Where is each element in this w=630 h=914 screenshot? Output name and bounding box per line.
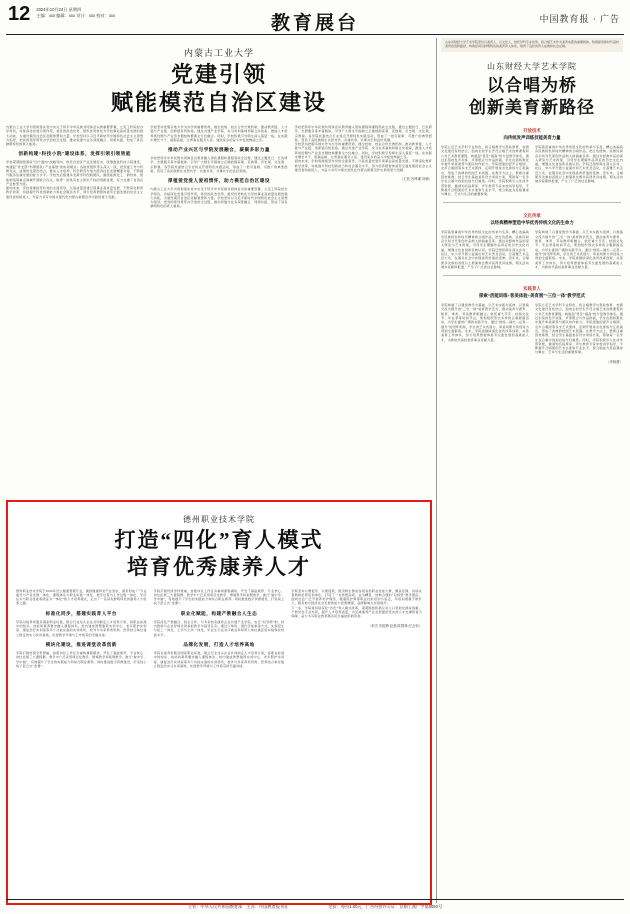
paragraph: 学院打破传统学科壁垒，按照岗位工作任务重构课程模块，开发了基础素养、专业核心、岗位拓展三大课程群。教学中广泛采用项目化教学、情境教学和案例教学，推行“做中学、学中做”，有效提升了学生的实践能力和综合职业素养。同时推进数字资源建设，打造线上线下混合式“金课”。 <box>16 650 147 668</box>
paragraph: 学院立足艺术学科专业特色，将合唱教学与思政教育、校园文化建设有机结合，面向全校学生开设合唱艺术选修课程和公共艺术教育课程，构建起“普及+提高”的分层教学体系。通过系统的发声训练、声部配合与作品排演，学生在潜移默化中提升审美素养与团队协作能力。学院组建的混声合唱团、女声合唱团等多支艺术团体，定期开展常态化排练与汇报演出，形成了浓厚的校园艺术氛围。在教学方法上，教师注重因材施教，结合学生基础差异设计训练方案，帮助每一名学生在合唱中找到自信与归属感。同时，学院积极引入优质外部资源，邀请知名指挥家、声乐教育专家来校讲学指导，不断提升合唱团的艺术水准和专业水平，使合唱成为连接课堂与舞台、艺术与生活的重要桥梁。 <box>441 144 529 197</box>
article-highlight-title-1: 打造“四化”育人模式 <box>114 528 324 552</box>
right-section-1 <box>441 128 623 197</box>
section-heading: 厚植爱党爱人爱祖情怀，助力模范自治区建设 <box>168 178 270 184</box>
section-heading: 模块化建设，推进课堂改革创新 <box>45 641 117 647</box>
section-heading: 以经典精神塑造中华优秀传统文化的生命力 <box>490 220 574 226</box>
article-main-kicker: 内蒙古工业大学 <box>183 48 254 58</box>
article-main-col-1 <box>6 125 143 209</box>
article-main-byline: （王波 苏博谦 刘楠） <box>399 177 432 182</box>
page-number: 12 <box>8 3 31 25</box>
paragraph: 学院构建了以课堂教学为基础、以艺术实践为延伸、以展演交流为提升的“三位一体”美育教学范式，推动美育与德育、智育、体育、劳动教育相融合。依托重大节庆、校园文化节、毕业季等时间节点，策划组织形式多样的合唱展演活动，为学生提供广阔的实践平台。通过“排练—演出—反思—提升”的闭环机制，学生的艺术表现力、审美判断力和创造力得到全面锻炼。未来，学院将继续深化美育改革创新，完善美育工作体系，努力培养德智体美劳全面发展的高素质人才，为新时代高校美育事业贡献力量。 <box>535 230 623 269</box>
article-highlight-col-1 <box>16 589 147 669</box>
article-highlight-byline: （李杰 朱振辉 赵磊 陈慧林 纪念荣） <box>367 623 423 628</box>
right-section-3 <box>441 286 623 364</box>
right-top-note: 山东省财经大学艺术学院坚持以美育人、以文化人，依托学科专业优势，将合唱艺术作为美育实践的重要载体，积极探索新时代高校美育的创新路径，构建起具有鲜明特色的美育育人体系，取得了良好的育人成效和社会反响。 <box>441 38 623 52</box>
article-main-columns <box>6 125 432 209</box>
section-divider <box>443 202 621 203</box>
paragraph: 学院对接养老服务国家职业标准，联合行业龙头企业共同制定人才培养方案，将职业标准中的知识、技能和素养要求融入课程体系。校内建成智慧康养实训中心、老年照护实训室、康复治疗实训室等多个功能完备的实训场所，校外与多家养老机构、医养结合单位建立稳定的实习实训基地，实现教学环境与工作场景的无缝对接。 <box>153 650 285 668</box>
editor-line: 主编：xxx 编辑：xxx 设计：xxx 校对：xxx <box>36 13 116 18</box>
paragraph: 学院坚持以赛促学、以赛促教，组织师生参加各级各类职业技能大赛，屡获佳绩。持续完善教师培养培训体系，打造了一支师德高尚、业务精湛、结构合理的“双师型”教学团队。面向社会广泛开展养老护理员、健康照护师等职业技能培训与鉴定，年培训规模不断扩大，服务地方经济社会发展的能力显著增强，品牌影响力持续提升。 <box>291 588 423 606</box>
section-heading: 探索“活能训练+客美体验+美育展”“三位一体”教学范式 <box>479 293 585 299</box>
section-heading: 向传统发声训练技能美育力量 <box>503 134 561 140</box>
section-label: 开放技术 <box>523 127 541 133</box>
right-section-2 <box>441 213 623 269</box>
section-title: 教育展台 <box>270 13 359 34</box>
article-highlight-title-2: 培育优秀康养人才 <box>127 554 311 579</box>
paragraph: 学院高度重视中华优秀传统文化的传承与弘扬，精心选编具有民族特色和时代精神的合唱作品，把红色经典、民族民间音乐和当代原创作品纳入排演曲目库。通过对经典作品的深入研读与艺术再现，引导学生理解作品背后的历史文化内涵，增强文化自信和民族认同。学院还组织师生深入乡村、社区、中小学开展公益演出和艺术普及活动，让高雅艺术走近大众，在服务社会中实现美育价值的延伸。近年来，合唱团多次参加省级以上展演和比赛并获得优异成绩，相关活动被多家媒体报道，产生了广泛的社会影响。 <box>441 230 529 269</box>
article-main-title-2: 赋能模范自治区建设 <box>110 89 327 115</box>
footer-left: 主管：中华人民共和国教育部 主办：中国教育报刊社 <box>187 904 289 909</box>
paragraph: 学院打破传统学科壁垒，按照岗位工作任务重构课程模块，开发了基础素养、专业核心、岗位拓展三大课程群。教学中广泛采用项目化教学、情境教学和案例教学，推行“做中学、学中做”，有效提升了学生的实践能力和综合职业素养。同时推进数字资源建设，打造线上线下混合式“金课”。 <box>153 588 285 606</box>
paragraph: 面向未来，学校将继续坚持党的全面领导，以高质量党建引领事业高质量发展，不断深化教育教学改革，持续提升科技创新能力和社会服务水平，努力培养德智体美劳全面发展的社会主义建设者和接班人，为奋力书写中国式现代化内蒙古新篇章作出新的更大贡献。 <box>294 159 432 172</box>
date-line: 2024年10月24日 星期四 <box>36 7 82 12</box>
paragraph: 学校坚持把服务地方作为办学的重要使命，健全校地、校企合作长效机制，推动教育链、人才链与产业链、创新链有机衔接。通过共建产业学院、实习实训基地和联合实验室，推进人才培养供给侧与产业需求侧结构要素全方位融合。同时，学校积极引导师生深入基层一线，在实践中增长才干、砥砺品格，让青春在服务人民、建设家乡的奋斗中绽放绚丽之花。 <box>150 124 288 142</box>
right-article-title-1: 以合唱为桥 <box>487 76 577 96</box>
article-highlight-columns <box>16 589 422 669</box>
section-heading: 创新构建“科技小院”建设体系，发挥引领引领效能 <box>18 151 131 157</box>
section-heading: 标准化同步，搭建实践育人平台 <box>45 610 117 616</box>
paragraph: 学院深化产教融合、校企合作，与多家知名康养企业共建产业学院，实行“双导师”制，校内教师与企业导师共同承担教学与指导任务。通过订单班、现代学徒制等方式，实现招生与招工一体化、上学与上岗一体化，毕业生专业对口就业率和用人单位满意度持续保持较高水平。 <box>153 619 285 637</box>
section-label: 实践育人 <box>523 286 541 292</box>
right-section-3-columns <box>441 303 623 364</box>
right-article-title-2: 创新美育新路径 <box>469 97 595 117</box>
article-main-title-1: 党建引领 <box>170 62 267 87</box>
paragraph: 学院立足艺术学科专业特色，将合唱教学与思政教育、校园文化建设有机结合，面向全校学生开设合唱艺术选修课程和公共艺术教育课程，构建起“普及+提高”的分层教学体系。通过系统的发声训练、声部配合与作品排演，学生在潜移默化中提升审美素养与团队协作能力。学院组建的混声合唱团、女声合唱团等多支艺术团体，定期开展常态化排练与汇报演出，形成了浓厚的校园艺术氛围。在教学方法上，教师注重因材施教，结合学生基础差异设计训练方案，帮助每一名学生在合唱中找到自信与归属感。同时，学院积极引入优质外部资源，邀请知名指挥家、声乐教育专家来校讲学指导，不断提升合唱团的艺术水准和专业水平，使合唱成为连接课堂与舞台、艺术与生活的重要桥梁。 <box>535 303 623 355</box>
paragraph: 学校坚持把服务地方作为办学的重要使命，健全校地、校企合作长效机制，推动教育链、人才链与产业链、创新链有机衔接。通过共建产业学院、实习实训基地和联合实验室，推进人才培养供给侧与产业需求侧结构要素全方位融合。同时，学校积极引导师生深入基层一线，在实践中增长才干、砥砺品格，让青春在服务人民、建设家乡的奋斗中绽放绚丽之花。 <box>294 142 432 159</box>
paragraph: 学校把铸牢中华民族共同体意识教育融入思政课程和课程思政全过程，通过主题党日、红色研学、志愿服务等丰富载体，引导广大师生牢固树立正确的国家观、民族观、历史观、文化观、宗教观。各学院党委结合专业特点开展特色实践活动，形成了一批可复制、可推广的典型经验，营造了各民族师生共居共学、共建共享、共事共乐的良好氛围。 <box>294 124 432 142</box>
article-main-col-2 <box>150 125 287 209</box>
paragraph: 德州职业技术学院于2006年设立健康管理专业，围绕健康养老产业需求，探索形成了“专业建设与产业发展一体化、课程体系与职业标准一体化、教学过程与工作过程一体化、学历证书与职业技能等级证书一体化”的人才培养模式，走出了一条具有鲜明特色的康养人才培养之路。 <box>16 588 147 606</box>
section-heading: 推动产业兴区与学院发展融合，凝聚多彩力量 <box>168 147 270 153</box>
paragraph: 学院构建了以课堂教学为基础、以艺术实践为延伸、以展演交流为提升的“三位一体”美育教学范式，推动美育与德育、智育、体育、劳动教育相融合。依托重大节庆、校园文化节、毕业季等时间节点，策划组织形式多样的合唱展演活动，为学生提供广阔的实践平台。通过“排练—演出—反思—提升”的闭环机制，学生的艺术表现力、审美判断力和创造力得到全面锻炼。未来，学院将继续深化美育改革创新，完善美育工作体系，努力培养德智体美劳全面发展的高素质人才，为新时代高校美育事业贡献力量。 <box>441 303 529 342</box>
article-highlight <box>6 500 432 905</box>
section-heading: 品牌化发展，打造人才培养高地 <box>183 641 255 647</box>
paragraph: 下一步，学院将持续深化“四化”育人模式改革，紧紧围绕积极应对人口老龄化国家战略，不断优化专业布局，提升人才培养质量，为区域康养产业发展提供坚实的人才支撑和智力保障，奋力书写职业教育服务民生福祉的新答卷。 <box>291 605 423 619</box>
section-divider <box>443 275 621 276</box>
section-heading: 职业化赋能，构建产教融合人生态 <box>180 610 258 616</box>
right-article-kicker: 山东财经大学艺术学院 <box>487 62 577 72</box>
paragraph: 学校紧紧围绕国家“四个面向”战略导向，依托自治区产业发展需求，统筹推进科技小院建设，构建起“党支部+科研团队+产业基地”的协同模式。各级党组织带头深入一线，把党建工作与科研攻关、成果转化紧密结合，推动人才培养、科学研究与地方经济社会发展精准对接，不断提升服务区域发展的能力水平。学校先后组建多支跨学科创新团队，围绕能源化工、新材料、智能制造等重点领域开展联合攻关，取得一批具有自主知识产权的创新成果，有力支撑了自治区产业转型升级。 <box>6 160 144 186</box>
paragraph: 面向未来，学校将继续坚持党的全面领导，以高质量党建引领事业高质量发展，不断深化教育教学改革，持续提升科技创新能力和社会服务水平，努力培养德智体美劳全面发展的社会主义建设者和接班人，为奋力书写中国式现代化内蒙古新篇章作出新的更大贡献。 <box>6 186 144 199</box>
right-article-byline: （李晓蕾） <box>606 359 623 364</box>
page-footer <box>6 899 624 914</box>
paragraph: 学院高度重视中华优秀传统文化的传承与弘扬，精心选编具有民族特色和时代精神的合唱作品，把红色经典、民族民间音乐和当代原创作品纳入排演曲目库。通过对经典作品的深入研读与艺术再现，引导学生理解作品背后的历史文化内涵，增强文化自信和民族认同。学院还组织师生深入乡村、社区、中小学开展公益演出和艺术普及活动，让高雅艺术走近大众，在服务社会中实现美育价值的延伸。近年来，合唱团多次参加省级以上展演和比赛并获得优异成绩，相关活动被多家媒体报道，产生了广泛的社会影响。 <box>535 144 623 184</box>
paper-brand: 中国教育报 · 广告 <box>539 14 620 24</box>
article-highlight-col-3 <box>291 589 422 669</box>
right-column <box>441 38 623 903</box>
section-label: 文化传承 <box>523 213 541 219</box>
column-divider <box>436 38 437 903</box>
paragraph: 内蒙古工业大学为贯彻落实党中央关于铸牢中华民族共同体意识的重要部署，立足工科院校办学特色，持续深化党建引领作用，将党的政治优势、组织优势转化为学校事业高质量发展的强大动能，为建设模范自治区贡献智慧和力量。学校坚持以习近平新时代中国特色社会主义思想为指导，把党的领导贯穿办学治校全过程，推动党建与业务深度融合、同频共振，形成了具有鲜明特色的育人格局。 <box>6 124 144 147</box>
right-section-2-columns <box>441 230 623 269</box>
paragraph: 内蒙古工业大学为贯彻落实党中央关于铸牢中华民族共同体意识的重要部署，立足工科院校办学特色，持续深化党建引领作用，将党的政治优势、组织优势转化为学校事业高质量发展的强大动能，为建设模范自治区贡献智慧和力量。学校坚持以习近平新时代中国特色社会主义思想为指导，把党的领导贯穿办学治校全过程，推动党建与业务深度融合、同频共振，形成了具有鲜明特色的育人格局。 <box>150 187 288 209</box>
article-highlight-kicker: 德州职业技术学院 <box>183 515 255 524</box>
page-body <box>0 35 630 903</box>
article-highlight-col-2 <box>154 589 285 669</box>
paragraph: 学院对接养老服务国家职业标准，联合行业龙头企业共同制定人才培养方案，将职业标准中的知识、技能和素养要求融入课程体系。校内建成智慧康养实训中心、老年照护实训室、康复治疗实训室等多个功能完备的实训场所，校外与多家养老机构、医养结合单位建立稳定的实习实训基地，实现教学环境与工作场景的无缝对接。 <box>16 619 147 637</box>
article-main <box>6 46 432 209</box>
article-main-col-3 <box>295 125 432 209</box>
masthead <box>0 0 630 34</box>
left-column <box>6 38 432 903</box>
footer-right: 定价：每份1.00元 广告经营许可证：京朝工商广字第8050号 <box>328 904 443 909</box>
paragraph: 学校把铸牢中华民族共同体意识教育融入思政课程和课程思政全过程，通过主题党日、红色研学、志愿服务等丰富载体，引导广大师生牢固树立正确的国家观、民族观、历史观、文化观、宗教观。各学院党委结合专业特点开展特色实践活动，形成了一批可复制、可推广的典型经验，营造了各民族师生共居共学、共建共享、共事共乐的良好氛围。 <box>150 156 288 173</box>
right-section-1-columns <box>441 145 623 197</box>
